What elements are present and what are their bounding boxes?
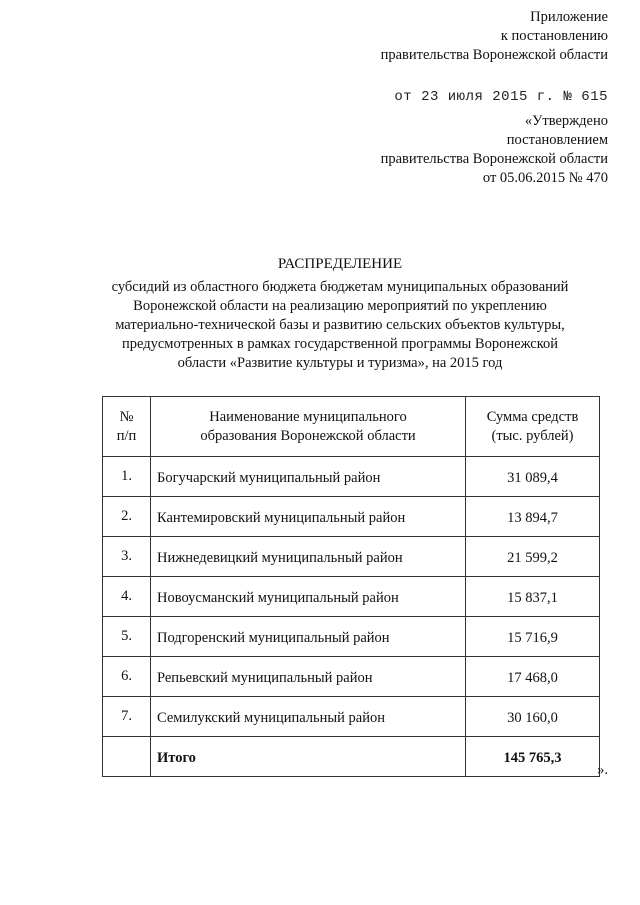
distribution-table-wrapper — [102, 396, 600, 777]
row-sum: 21 599,2 — [466, 537, 600, 577]
total-sum: 145 765,3 — [466, 737, 600, 777]
subtitle-line: предусмотренных в рамках государственной программы Воронежской — [121, 336, 559, 352]
approved-date-number: от 05.06.2015 № 470 — [482, 170, 608, 186]
row-sum: 30 160,0 — [466, 697, 600, 737]
table-row — [103, 537, 600, 577]
row-number: 4. — [103, 577, 151, 617]
row-sum: 17 468,0 — [466, 657, 600, 697]
table-row — [103, 697, 600, 737]
appendix-header — [381, 8, 608, 65]
document-title-block — [100, 254, 580, 373]
resolution-stamp: от 23 июля 2015 г. № 615 — [394, 89, 608, 105]
appendix-label: Приложение — [530, 9, 608, 25]
distribution-table — [102, 396, 600, 777]
header-number: № п/п — [103, 397, 151, 457]
table-header-row — [103, 397, 600, 457]
row-number: 2. — [103, 497, 151, 537]
row-number: 5. — [103, 617, 151, 657]
header-sum: Сумма средств (тыс. рублей) — [466, 397, 600, 457]
table-total-row — [103, 737, 600, 777]
approved-resolution: постановлением — [506, 132, 608, 148]
row-municipality: Богучарский муниципальный район — [151, 457, 466, 497]
subtitle-line: Воронежской области на реализацию мероприятий по укреплению — [133, 298, 547, 314]
table-row — [103, 657, 600, 697]
row-number: 1. — [103, 457, 151, 497]
document-title: РАСПРЕДЕЛЕНИЕ — [277, 256, 403, 272]
row-number: 7. — [103, 697, 151, 737]
closing-quote: ». — [597, 762, 608, 778]
table-row — [103, 617, 600, 657]
subtitle-line: материально-технической базы и развитию сельских объектов культуры, — [115, 317, 565, 333]
row-municipality: Репьевский муниципальный район — [151, 657, 466, 697]
row-municipality: Кантемировский муниципальный район — [151, 497, 466, 537]
row-municipality: Подгоренский муниципальный район — [151, 617, 466, 657]
to-resolution-label: к постановлению — [500, 28, 608, 44]
row-sum: 31 089,4 — [466, 457, 600, 497]
header-municipality: Наименование муниципального образования Воронежской области — [151, 397, 466, 457]
row-sum: 13 894,7 — [466, 497, 600, 537]
approved-block — [381, 112, 608, 188]
government-label: правительства Воронежской области — [380, 47, 608, 63]
row-municipality: Нижнедевицкий муниципальный район — [151, 537, 466, 577]
row-municipality: Семилукский муниципальный район — [151, 697, 466, 737]
row-number: 6. — [103, 657, 151, 697]
row-municipality: Новоусманский муниципальный район — [151, 577, 466, 617]
total-number-cell — [103, 737, 151, 777]
row-sum: 15 837,1 — [466, 577, 600, 617]
approved-label: «Утверждено — [524, 113, 608, 129]
table-row — [103, 457, 600, 497]
subtitle-line: субсидий из областного бюджета бюджетам муниципальных образований — [111, 279, 569, 295]
subtitle-line: области «Развитие культуры и туризма», на 2015 год — [177, 355, 503, 371]
row-number: 3. — [103, 537, 151, 577]
document-subtitle — [100, 278, 580, 373]
row-sum: 15 716,9 — [466, 617, 600, 657]
table-row — [103, 577, 600, 617]
table-row — [103, 497, 600, 537]
total-label: Итого — [151, 737, 466, 777]
approved-government: правительства Воронежской области — [380, 151, 608, 167]
